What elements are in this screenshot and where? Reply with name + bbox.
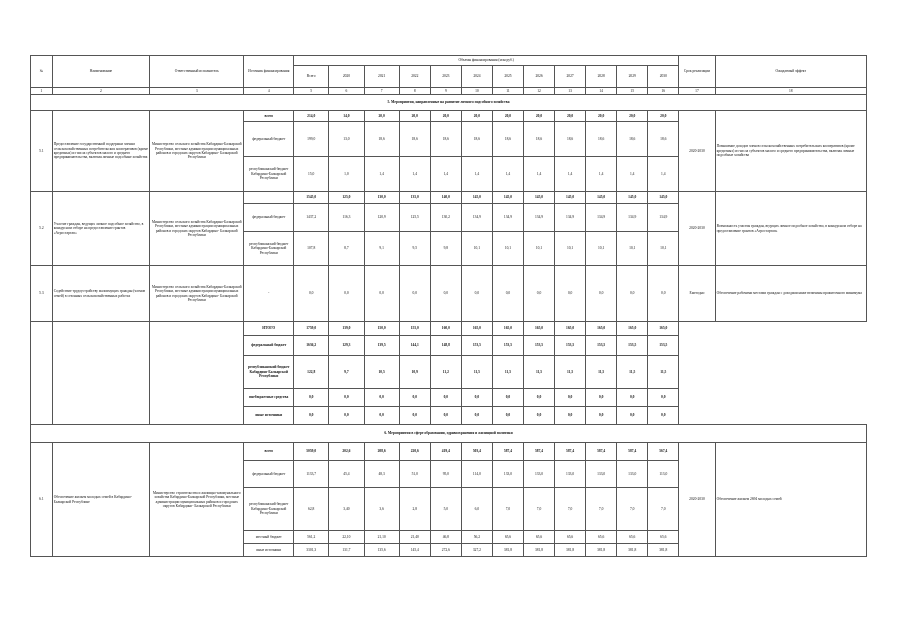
value-cell: 9,8: [430, 232, 461, 266]
value-cell: 0,0: [586, 389, 617, 407]
value-cell: 145,0: [492, 192, 523, 204]
value-cell: 7,0: [586, 488, 617, 531]
value-cell: 134,9: [524, 204, 555, 232]
col-header-source: Источник финансирования: [244, 56, 294, 88]
funding-source: ИТОГО: [244, 322, 294, 336]
value-cell: 1,4: [524, 157, 555, 192]
measure-number: 5.1: [31, 111, 53, 192]
table-row: [31, 443, 867, 461]
value-cell: 587,4: [524, 443, 555, 461]
value-cell: 165,0: [586, 322, 617, 336]
value-cell: 0,0: [617, 266, 648, 322]
value-cell: 153,5: [617, 336, 648, 356]
value-cell: 22,10: [329, 531, 364, 544]
value-cell: 9,5: [399, 232, 430, 266]
value-cell: 145,0: [524, 192, 555, 204]
funding-source: федеральный бюджет: [244, 122, 294, 157]
value-cell: 0,0: [492, 389, 523, 407]
col-number: 18: [715, 88, 866, 95]
value-cell: 6,0: [461, 488, 492, 531]
col-number: 6: [329, 88, 364, 95]
value-cell: 7,0: [648, 488, 679, 531]
value-cell: 14,0: [329, 111, 364, 122]
value-cell: 381,8: [524, 544, 555, 557]
empty-cell: [52, 322, 149, 425]
table-row: [31, 111, 867, 122]
value-cell: 114,0: [461, 461, 492, 488]
value-cell: 131,7: [329, 544, 364, 557]
value-cell: 10,1: [586, 232, 617, 266]
value-cell: 48,3: [364, 461, 399, 488]
value-cell: 10,5: [364, 356, 399, 389]
col-number: 1: [31, 88, 53, 95]
value-cell: 1,4: [430, 157, 461, 192]
value-cell: 272,6: [430, 544, 461, 557]
measure-term: Ежегодно: [679, 266, 715, 322]
value-cell: 202,6: [329, 443, 364, 461]
value-cell: 0,0: [329, 266, 364, 322]
value-cell: 0,0: [617, 389, 648, 407]
value-cell: 46,8: [430, 531, 461, 544]
value-cell: 3,6: [364, 488, 399, 531]
value-cell: 7,0: [492, 488, 523, 531]
col-header-num: №: [31, 56, 53, 88]
value-cell: 113,0: [648, 461, 679, 488]
value-cell: 18,6: [461, 122, 492, 157]
value-cell: 0,0: [555, 266, 586, 322]
col-header-year: 2020: [329, 66, 364, 88]
value-cell: 139,0: [329, 322, 364, 336]
value-cell: 11,5: [524, 356, 555, 389]
funding-source: республиканский бюджет Кабардино-Балкарской Республики: [244, 232, 294, 266]
value-cell: 0,0: [461, 266, 492, 322]
value-cell: 116,3: [329, 204, 364, 232]
value-cell: 0,0: [294, 389, 329, 407]
measure-number: 5.3: [31, 266, 53, 322]
col-header-year: 2025: [492, 66, 523, 88]
value-cell: 1,4: [364, 157, 399, 192]
col-header-volume: Объемы финансирования (млн руб.): [294, 56, 679, 66]
value-cell: 165,0: [617, 322, 648, 336]
value-cell: 10,1: [648, 232, 679, 266]
value-cell: 20,0: [555, 111, 586, 122]
value-cell: 8,7: [329, 232, 364, 266]
value-cell: 51,0: [399, 461, 430, 488]
measure-term: 2020-2030: [679, 192, 715, 266]
measure-executor: Министерство сельского хозяйства Кабардино-Балкарской Республики, местные администрации муниципальных районов и городских округов Кабардино- Балкарской Республики: [150, 266, 244, 322]
value-cell: 165,0: [492, 322, 523, 336]
funding-source: [244, 192, 294, 204]
value-cell: 0,0: [648, 266, 679, 322]
value-cell: 11,5: [648, 356, 679, 389]
value-cell: 1,4: [586, 157, 617, 192]
col-number: 8: [399, 88, 430, 95]
value-cell: 381,8: [492, 544, 523, 557]
value-cell: 133,0: [524, 461, 555, 488]
col-header-year: 2026: [524, 66, 555, 88]
value-cell: 135,6: [364, 544, 399, 557]
value-cell: 148,8: [430, 336, 461, 356]
value-cell: 18,6: [555, 122, 586, 157]
measure-term: 2020-2030: [679, 443, 715, 557]
value-cell: 165,0: [461, 322, 492, 336]
value-cell: 10,1: [492, 232, 523, 266]
measure-effect: Обеспечение рабочими местами граждан с доходами ниже величины прожиточного минимума: [715, 266, 866, 322]
value-cell: 1,4: [492, 157, 523, 192]
col-number: 11: [492, 88, 523, 95]
value-cell: 587,4: [617, 443, 648, 461]
measure-effect: Обеспечение жильем 2694 молодых семей: [715, 443, 866, 557]
col-number: 13: [555, 88, 586, 95]
value-cell: 587,4: [555, 443, 586, 461]
value-cell: 20,0: [524, 111, 555, 122]
value-cell: 18,6: [648, 122, 679, 157]
funding-source: иные источники: [244, 407, 294, 425]
col-header-year: 2023: [430, 66, 461, 88]
value-cell: 0,0: [555, 389, 586, 407]
value-cell: 153,5: [461, 336, 492, 356]
value-cell: 135,0: [399, 192, 430, 204]
measure-number: 5.2: [31, 192, 53, 266]
value-cell: 107,8: [294, 232, 329, 266]
value-cell: 133,0: [492, 461, 523, 488]
value-cell: 0,0: [329, 407, 364, 425]
value-cell: 0,0: [648, 389, 679, 407]
value-cell: 0,0: [555, 407, 586, 425]
value-cell: 0,0: [524, 407, 555, 425]
value-cell: 45,4: [329, 461, 364, 488]
value-cell: 1133,7: [294, 461, 329, 488]
value-cell: 1759,0: [294, 322, 329, 336]
value-cell: 129,3: [329, 336, 364, 356]
value-cell: 5,0: [430, 488, 461, 531]
value-cell: 10,1: [524, 232, 555, 266]
value-cell: 5059,0: [294, 443, 329, 461]
value-cell: 0,0: [586, 266, 617, 322]
value-cell: 1,4: [461, 157, 492, 192]
value-cell: 20,0: [648, 111, 679, 122]
value-cell: 561,2: [294, 531, 329, 544]
value-cell: 122,8: [294, 356, 329, 389]
col-header-term: Срок реализации: [679, 56, 715, 88]
measure-name: Участие граждан, ведущих личное подсобное хозяйство, в конкурсном отборе на предоставление грантов «Агростартап»: [52, 192, 149, 266]
value-cell: 9,7: [329, 356, 364, 389]
empty-cell: [679, 322, 715, 425]
value-cell: 65,6: [586, 531, 617, 544]
value-cell: 0,0: [430, 407, 461, 425]
section-title: 5. Мероприятия, направленные на развитие личного подсобного хозяйства: [31, 95, 867, 111]
col-number: 10: [461, 88, 492, 95]
funding-source: республиканский бюджет Кабардино-Балкарской Республики: [244, 488, 294, 531]
section-row: [31, 95, 867, 111]
section-row: [31, 425, 867, 443]
value-cell: 144,1: [399, 336, 430, 356]
value-cell: 0,0: [430, 389, 461, 407]
value-cell: 9,1: [364, 232, 399, 266]
value-cell: 20,0: [364, 111, 399, 122]
value-cell: 130,2: [430, 204, 461, 232]
value-cell: 139,5: [364, 336, 399, 356]
value-cell: 20,0: [399, 111, 430, 122]
col-number: 7: [364, 88, 399, 95]
value-cell: 153,5: [524, 336, 555, 356]
value-cell: 0,0: [329, 389, 364, 407]
value-cell: 199,0: [294, 122, 329, 157]
value-cell: 1,4: [555, 157, 586, 192]
value-cell: 1636,2: [294, 336, 329, 356]
funding-source: федеральный бюджет: [244, 336, 294, 356]
value-cell: 145,0: [586, 192, 617, 204]
value-cell: 0,0: [524, 389, 555, 407]
col-header-year: 2022: [399, 66, 430, 88]
value-cell: 327,2: [461, 544, 492, 557]
value-cell: 165,0: [555, 322, 586, 336]
value-cell: 1,4: [617, 157, 648, 192]
value-cell: 165,0: [648, 322, 679, 336]
col-header-year: 2024: [461, 66, 492, 88]
col-header-executor: Ответственный исполнитель: [150, 56, 244, 88]
table-row: [31, 192, 867, 204]
col-number: 15: [617, 88, 648, 95]
value-cell: 21,10: [364, 531, 399, 544]
column-number-row: [31, 88, 867, 95]
value-cell: 0,0: [430, 266, 461, 322]
value-cell: 0,0: [492, 266, 523, 322]
value-cell: 134,9: [492, 204, 523, 232]
value-cell: 0,0: [461, 389, 492, 407]
value-cell: 155,0: [399, 322, 430, 336]
value-cell: 18,6: [430, 122, 461, 157]
value-cell: 2,8: [399, 488, 430, 531]
value-cell: 18,6: [492, 122, 523, 157]
funding-source: внебюджетные средства: [244, 389, 294, 407]
funding-source: -: [244, 266, 294, 322]
value-cell: 95,0: [430, 461, 461, 488]
col-header-year: 2030: [648, 66, 679, 88]
value-cell: 153,5: [586, 336, 617, 356]
value-cell: 208,6: [364, 443, 399, 461]
col-number: 4: [244, 88, 294, 95]
value-cell: 65,6: [492, 531, 523, 544]
value-cell: 0,0: [586, 407, 617, 425]
value-cell: 0,0: [617, 407, 648, 425]
value-cell: 214,0: [294, 111, 329, 122]
value-cell: 21,40: [399, 531, 430, 544]
value-cell: 145,0: [555, 192, 586, 204]
total-row: [31, 322, 867, 336]
measure-executor: Министерство сельского хозяйства Кабардино-Балкарской Республики, местные администрации муниципальных районов и городских округов Кабардино- Балкарской Республики: [150, 111, 244, 192]
value-cell: 62,8: [294, 488, 329, 531]
value-cell: 419,4: [430, 443, 461, 461]
col-number: 5: [294, 88, 329, 95]
measure-number: 6.1: [31, 443, 53, 557]
value-cell: 11,5: [461, 356, 492, 389]
value-cell: 11,5: [492, 356, 523, 389]
col-number: 14: [586, 88, 617, 95]
value-cell: 11,5: [555, 356, 586, 389]
header-row-1: [31, 56, 867, 66]
value-cell: 0,0: [364, 266, 399, 322]
value-cell: 0,0: [364, 407, 399, 425]
value-cell: 11,5: [586, 356, 617, 389]
col-header-year: 2028: [586, 66, 617, 88]
value-cell: 18,6: [399, 122, 430, 157]
value-cell: 133,0: [555, 461, 586, 488]
value-cell: 56,2: [461, 531, 492, 544]
value-cell: 20,0: [461, 111, 492, 122]
col-number: 17: [679, 88, 715, 95]
value-cell: 0,0: [461, 407, 492, 425]
value-cell: 153,5: [648, 336, 679, 356]
value-cell: 18,6: [617, 122, 648, 157]
value-cell: 587,4: [492, 443, 523, 461]
value-cell: 381,8: [555, 544, 586, 557]
value-cell: 18,6: [524, 122, 555, 157]
value-cell: 133,0: [617, 461, 648, 488]
value-cell: 134,9: [555, 204, 586, 232]
value-cell: 10,1: [461, 232, 492, 266]
value-cell: 20,0: [430, 111, 461, 122]
col-header-year: 2029: [617, 66, 648, 88]
value-cell: 220,6: [399, 443, 430, 461]
value-cell: 120,9: [364, 204, 399, 232]
empty-cell: [150, 322, 244, 425]
value-cell: 160,0: [430, 322, 461, 336]
value-cell: 3301,3: [294, 544, 329, 557]
value-cell: 3,40: [329, 488, 364, 531]
value-cell: 134,9: [617, 204, 648, 232]
col-header-total: Всего: [294, 66, 329, 88]
value-cell: 125,0: [329, 192, 364, 204]
section-title: 6. Мероприятия в сфере образования, здравоохранения и жилищной политики: [31, 425, 867, 443]
table-row: [31, 266, 867, 322]
value-cell: 1437,2: [294, 204, 329, 232]
measure-name: Предоставление государственной поддержки членам сельскохозяйственных потребительских кооперативов (кроме кредитных) из числа субъектов малого и среднего предпринимательства, включая личные подсобные хозяйства: [52, 111, 149, 192]
value-cell: 20,0: [586, 111, 617, 122]
col-number: 2: [52, 88, 149, 95]
funding-source: федеральный бюджет: [244, 204, 294, 232]
value-cell: 133,0: [586, 461, 617, 488]
value-cell: 10,1: [617, 232, 648, 266]
funding-source: республиканский бюджет Кабардино-Балкарской Республики: [244, 356, 294, 389]
value-cell: 7,0: [617, 488, 648, 531]
col-number: 12: [524, 88, 555, 95]
value-cell: 11,5: [617, 356, 648, 389]
program-table-page: [30, 55, 867, 557]
col-number: 16: [648, 88, 679, 95]
empty-cell: [715, 322, 866, 425]
value-cell: 145,4: [399, 544, 430, 557]
value-cell: 145,0: [461, 192, 492, 204]
col-header-name: Наименование: [52, 56, 149, 88]
value-cell: 7,0: [555, 488, 586, 531]
value-cell: 65,6: [617, 531, 648, 544]
value-cell: 11,2: [430, 356, 461, 389]
value-cell: 140,0: [430, 192, 461, 204]
value-cell: 0,0: [399, 407, 430, 425]
funding-source: федеральный бюджет: [244, 461, 294, 488]
value-cell: 0,0: [364, 389, 399, 407]
value-cell: 0,0: [294, 266, 329, 322]
value-cell: 15,0: [294, 157, 329, 192]
value-cell: 20,0: [492, 111, 523, 122]
value-cell: 153,5: [492, 336, 523, 356]
value-cell: 1,4: [399, 157, 430, 192]
value-cell: 13,0: [329, 122, 364, 157]
measure-executor: Министерство строительства и жилищно-коммунального хозяйства Кабардино-Балкарской Республики, местные администрации муниципальных районов и городских округов Кабардино- Балкарской Республики: [150, 443, 244, 557]
measure-name: Содействие трудоустройству малоимущих граждан (членов семей) в сезонных сельскохозяйственных работах: [52, 266, 149, 322]
col-header-year: 2021: [364, 66, 399, 88]
value-cell: 0,0: [524, 266, 555, 322]
value-cell: 0,0: [648, 407, 679, 425]
measure-executor: Министерство сельского хозяйства Кабардино-Балкарской Республики, местные администрации муниципальных районов и городских округов Кабардино- Балкарской Республики: [150, 192, 244, 266]
value-cell: 0,0: [399, 266, 430, 322]
value-cell: 20,0: [617, 111, 648, 122]
value-cell: 134,9: [461, 204, 492, 232]
value-cell: 65,6: [524, 531, 555, 544]
funding-source: республиканский бюджет Кабардино-Балкарской Республики: [244, 157, 294, 192]
financing-table: [30, 55, 867, 557]
value-cell: 165,0: [524, 322, 555, 336]
value-cell: 7,0: [524, 488, 555, 531]
value-cell: 125,5: [399, 204, 430, 232]
value-cell: 381,8: [586, 544, 617, 557]
col-number: 3: [150, 88, 244, 95]
value-cell: 65,6: [555, 531, 586, 544]
value-cell: 0,0: [294, 407, 329, 425]
value-cell: 134,9: [648, 204, 679, 232]
value-cell: 503,4: [461, 443, 492, 461]
value-cell: 0,0: [492, 407, 523, 425]
funding-source: всего: [244, 111, 294, 122]
value-cell: 130,0: [364, 192, 399, 204]
value-cell: 18,6: [586, 122, 617, 157]
value-cell: 145,0: [617, 192, 648, 204]
value-cell: 145,0: [648, 192, 679, 204]
value-cell: 1545,0: [294, 192, 329, 204]
value-cell: 381,8: [648, 544, 679, 557]
funding-source: иные источники: [244, 544, 294, 557]
measure-name: Обеспечение жильем молодых семей в Кабардино-Балкарской Республике: [52, 443, 149, 557]
value-cell: 10,1: [555, 232, 586, 266]
col-number: 9: [430, 88, 461, 95]
empty-cell: [31, 322, 53, 425]
funding-source: местный бюджет: [244, 531, 294, 544]
value-cell: 134,9: [586, 204, 617, 232]
value-cell: 587,4: [586, 443, 617, 461]
col-header-year: 2027: [555, 66, 586, 88]
measure-term: 2020-2030: [679, 111, 715, 192]
measure-effect: Возможность участия граждан, ведущих личное подсобное хозяйство, в конкурсном отборе на предоставление грантов «Агростартап»: [715, 192, 866, 266]
value-cell: 65,6: [648, 531, 679, 544]
value-cell: 10,9: [399, 356, 430, 389]
value-cell: 18,6: [364, 122, 399, 157]
value-cell: 153,5: [555, 336, 586, 356]
value-cell: 150,0: [364, 322, 399, 336]
funding-source: всего: [244, 443, 294, 461]
col-header-effect: Ожидаемый эффект: [715, 56, 866, 88]
measure-effect: Повышение доходов членов сельскохозяйственных потребительских кооперативов (кроме кредитных) из числа субъектов малого и среднего предпринимательства, включая личные подсобные хозяйства: [715, 111, 866, 192]
value-cell: 1,0: [329, 157, 364, 192]
value-cell: 1,4: [648, 157, 679, 192]
value-cell: 381,8: [617, 544, 648, 557]
value-cell: 567,4: [648, 443, 679, 461]
value-cell: 0,0: [399, 389, 430, 407]
